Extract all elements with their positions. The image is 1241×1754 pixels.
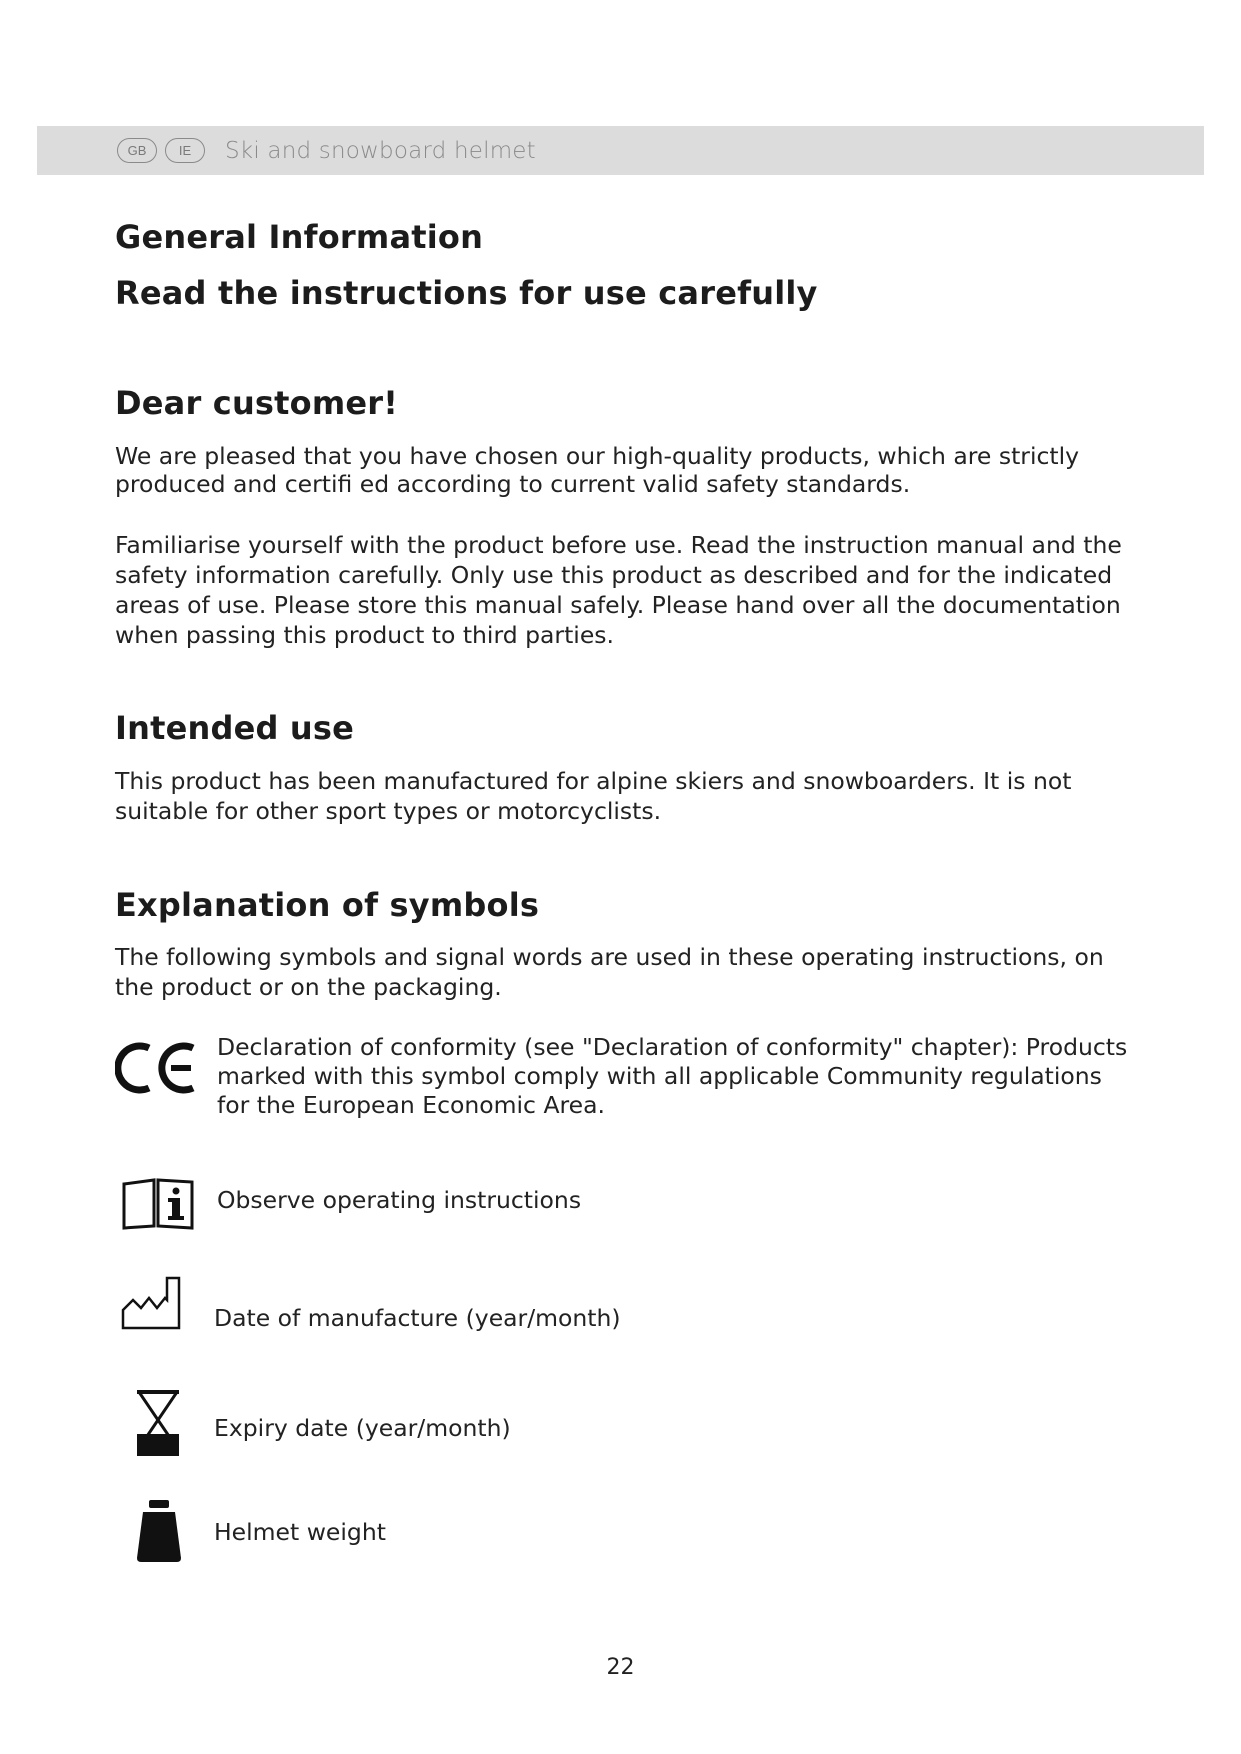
weight-icon bbox=[137, 1500, 181, 1566]
heading-general-information: General Information bbox=[115, 218, 484, 256]
symbol-text-ce: Declaration of conformity (see "Declaration of conformity" chapter): Products marked with this symbol comply with all applicable Community regulations for the European Economic Area. bbox=[217, 1033, 1128, 1119]
symbol-text-instructions: Observe operating instructions bbox=[217, 1186, 582, 1214]
page-number: 22 bbox=[606, 1655, 635, 1680]
paragraph-intended-use: This product has been manufactured for alpine skiers and snowboarders. It is not suitable for other sport types or motorcyclists. bbox=[115, 767, 1072, 825]
header-title: Ski and snowboard helmet bbox=[225, 138, 536, 164]
heading-intended-use: Intended use bbox=[115, 709, 355, 747]
symbol-text-expiry: Expiry date (year/month) bbox=[214, 1414, 511, 1442]
factory-icon bbox=[121, 1274, 183, 1334]
hourglass-icon bbox=[135, 1390, 181, 1462]
instruction-manual-icon bbox=[120, 1178, 196, 1234]
symbol-text-manufacture: Date of manufacture (year/month) bbox=[214, 1304, 621, 1332]
heading-dear-customer: Dear customer! bbox=[115, 384, 399, 422]
heading-read-instructions: Read the instructions for use carefully bbox=[115, 274, 818, 312]
language-badge-ie: IE bbox=[165, 138, 205, 163]
paragraph-symbols-intro: The following symbols and signal words are used in these operating instructions, on the product or on the packaging. bbox=[115, 943, 1104, 1001]
header-bar bbox=[37, 126, 1204, 175]
ce-mark-icon bbox=[115, 1040, 197, 1100]
heading-explanation-of-symbols: Explanation of symbols bbox=[115, 886, 540, 924]
language-badge-gb: GB bbox=[117, 138, 157, 163]
paragraph-dear-customer-2: Familiarise yourself with the product before use. Read the instruction manual and the safety information carefully. Only use this product as described and for the indicated areas of use. Please store this manual safely. Please hand over all the documentation when passing this product to third parties. bbox=[115, 531, 1122, 649]
symbol-text-weight: Helmet weight bbox=[214, 1518, 386, 1546]
paragraph-dear-customer-1: We are pleased that you have chosen our high-quality products, which are strictly produced and certifi ed according to current valid safety standards. bbox=[115, 442, 1080, 498]
